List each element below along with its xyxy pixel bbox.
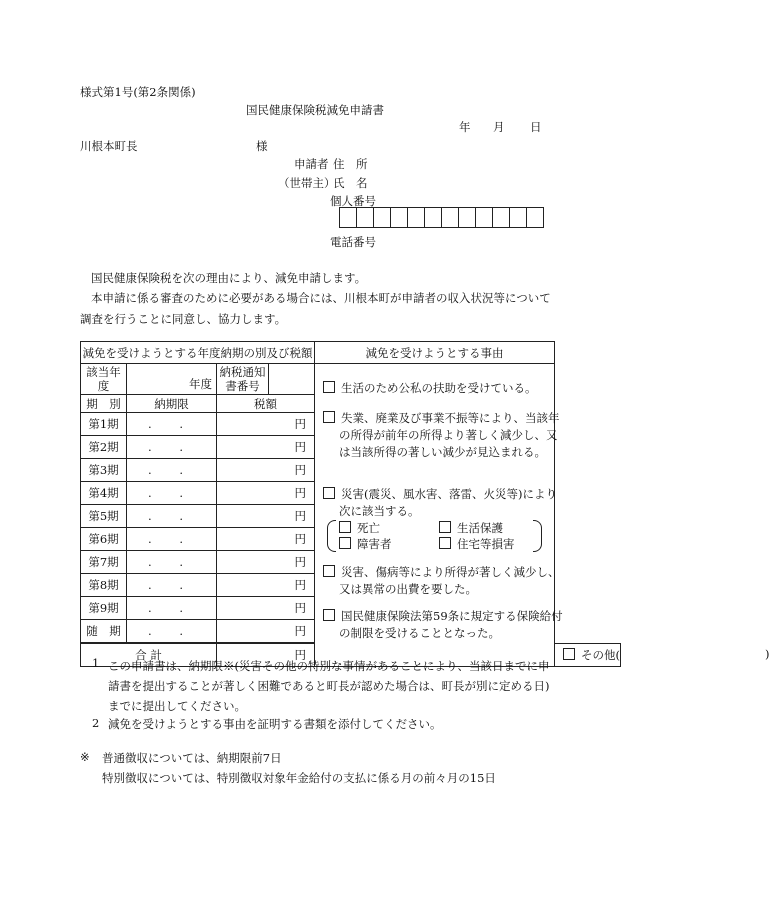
period-label: 第5期: [81, 505, 127, 528]
digit-box[interactable]: [356, 207, 374, 228]
checkbox-icon[interactable]: [323, 487, 335, 499]
checkbox-icon[interactable]: [323, 381, 335, 393]
col-due-header: 納期限: [127, 395, 217, 413]
tax-amount-field[interactable]: 円: [217, 597, 315, 620]
name-label: 氏 名: [333, 176, 368, 190]
tax-amount-field[interactable]: 円: [217, 551, 315, 574]
due-date-field[interactable]: . .: [127, 505, 217, 528]
checkbox-icon[interactable]: [439, 537, 451, 549]
tax-amount-field[interactable]: 円: [217, 482, 315, 505]
digit-box[interactable]: [509, 207, 527, 228]
total-amount-field[interactable]: 円: [217, 643, 315, 667]
period-label: 随 期: [81, 620, 127, 644]
digit-box[interactable]: [339, 207, 357, 228]
digit-box[interactable]: [492, 207, 510, 228]
tax-amount-field[interactable]: 円: [217, 620, 315, 644]
reason-3-text: 災害(震災、風水害、落雷、火災等)により次に該当する。: [339, 487, 557, 518]
tax-amount-field[interactable]: 円: [217, 413, 315, 436]
checkbox-icon[interactable]: [563, 648, 575, 660]
reason-1[interactable]: [323, 380, 548, 397]
period-label: 第4期: [81, 482, 127, 505]
personal-number-boxes[interactable]: [340, 207, 544, 228]
suboption-death[interactable]: [339, 520, 380, 536]
digit-box[interactable]: [390, 207, 408, 228]
personal-number-label: 個人番号: [330, 194, 376, 208]
checkbox-icon[interactable]: [439, 521, 451, 533]
reason-1-text: 生活のため公私の扶助を受けている。: [341, 381, 537, 395]
asterisk-mark: ※: [80, 750, 90, 764]
col-period-header: 期 別: [81, 395, 127, 413]
due-date-field[interactable]: . .: [127, 620, 217, 644]
applicable-year-label: 該当年度: [81, 364, 127, 395]
tax-amount-field[interactable]: 円: [217, 459, 315, 482]
checkbox-icon[interactable]: [339, 521, 351, 533]
due-date-field[interactable]: . .: [127, 551, 217, 574]
reason-4-text: 災害、傷病等により所得が著しく減少し、又は異常の出費を要した。: [339, 565, 560, 596]
digit-box[interactable]: [373, 207, 391, 228]
period-label: 第6期: [81, 528, 127, 551]
due-date-field[interactable]: . .: [127, 528, 217, 551]
year-unit[interactable]: 年度: [127, 364, 217, 395]
due-date-field[interactable]: . .: [127, 413, 217, 436]
due-date-field[interactable]: . .: [127, 597, 217, 620]
suboption-housing-text: 住宅等損害: [457, 537, 515, 551]
total-label: 合 計: [81, 643, 217, 667]
notice-number-label: 納税通知書番号: [217, 364, 269, 395]
period-label: 第8期: [81, 574, 127, 597]
reason-5[interactable]: [323, 608, 564, 642]
honorific: 様: [256, 139, 268, 153]
suboption-welfare-text: 生活保護: [457, 521, 503, 535]
right-header: 減免を受けようとする事由: [315, 342, 555, 364]
digit-box[interactable]: [441, 207, 459, 228]
reason-other-text: その他(: [581, 647, 620, 662]
note-1-number: 1: [92, 656, 100, 670]
note-2: 減免を受けようとする事由を証明する書類を添付してください。: [108, 717, 442, 731]
reason-2[interactable]: [323, 410, 564, 461]
suboption-disabled[interactable]: [339, 536, 392, 552]
digit-box[interactable]: [424, 207, 442, 228]
date-year-label: 年: [459, 120, 471, 134]
suboption-death-text: 死亡: [357, 521, 380, 535]
due-date-field[interactable]: . .: [127, 459, 217, 482]
due-date-field[interactable]: . .: [127, 574, 217, 597]
reason-5-text: 国民健康保険法第59条に規定する保険給付の制限を受けることとなった。: [339, 609, 563, 640]
col-tax-header: 税額: [217, 395, 315, 413]
reason-3[interactable]: [323, 486, 564, 520]
bracket-right: [533, 520, 542, 552]
request-statement: 国民健康保険税を次の理由により、減免申請します。: [91, 271, 367, 285]
tax-amount-field[interactable]: 円: [217, 574, 315, 597]
form-number: 様式第1号(第2条関係): [80, 85, 196, 99]
note-1: この申請書は、納期限※(災害その他の特別な事情があることにより、当該日までに申請書を提出することが著しく困難であると町長が認めた場合は、町長が別に定める日)までに提出してください。: [108, 659, 550, 713]
digit-box[interactable]: [526, 207, 544, 228]
due-date-field[interactable]: . .: [127, 482, 217, 505]
reason-other-close: ): [765, 646, 770, 661]
household-head-label: （世帯主）: [278, 176, 336, 190]
special-collection-note: 特別徴収については、特別徴収対象年金給付の支払に係る月の前々月の15日: [102, 771, 496, 785]
ordinary-collection-note: 普通徴収については、納期限前7日: [102, 751, 282, 765]
reason-2-text: 失業、廃業及び事業不振等により、当該年の所得が前年の所得より著しく減少し、又は当該所得の著しい減少が見込まれる。: [339, 411, 560, 459]
period-label: 第2期: [81, 436, 127, 459]
digit-box[interactable]: [407, 207, 425, 228]
phone-label: 電話番号: [330, 235, 376, 249]
suboption-welfare[interactable]: [439, 520, 503, 536]
tax-amount-field[interactable]: 円: [217, 436, 315, 459]
due-date-field[interactable]: . .: [127, 436, 217, 459]
tax-amount-field[interactable]: 円: [217, 505, 315, 528]
period-label: 第7期: [81, 551, 127, 574]
reason-3-suboptions: [315, 520, 555, 552]
date-month-label: 月: [493, 120, 505, 134]
checkbox-icon[interactable]: [323, 565, 335, 577]
note-2-number: 2: [92, 716, 100, 730]
left-header: 減免を受けようとする年度納期の別及び税額: [81, 342, 315, 364]
notice-number-field[interactable]: [269, 364, 315, 395]
reason-other[interactable]: [555, 643, 770, 667]
applicant-label: 申請者: [294, 157, 329, 171]
page-title: 国民健康保険税減免申請書: [246, 103, 384, 117]
bracket-left: [327, 520, 336, 552]
tax-amount-field[interactable]: 円: [217, 528, 315, 551]
digit-box[interactable]: [458, 207, 476, 228]
reasons-cell: [315, 364, 563, 667]
address-label: 住 所: [333, 157, 368, 171]
digit-box[interactable]: [475, 207, 493, 228]
checkbox-icon[interactable]: [339, 537, 351, 549]
checkbox-icon[interactable]: [323, 411, 335, 423]
checkbox-icon[interactable]: [323, 609, 335, 621]
suboption-disabled-text: 障害者: [357, 537, 392, 551]
period-label: 第1期: [81, 413, 127, 436]
reason-4[interactable]: [323, 564, 564, 598]
addressee: 川根本町長: [80, 139, 138, 153]
period-label: 第9期: [81, 597, 127, 620]
reduction-table: [80, 341, 770, 667]
period-label: 第3期: [81, 459, 127, 482]
suboption-housing[interactable]: [439, 536, 515, 552]
date-day-label: 日: [530, 120, 542, 134]
consent-statement: 本申請に係る審査のために必要がある場合には、川根本町が申請者の収入状況等について調査を行うことに同意し、協力します。: [80, 291, 551, 326]
